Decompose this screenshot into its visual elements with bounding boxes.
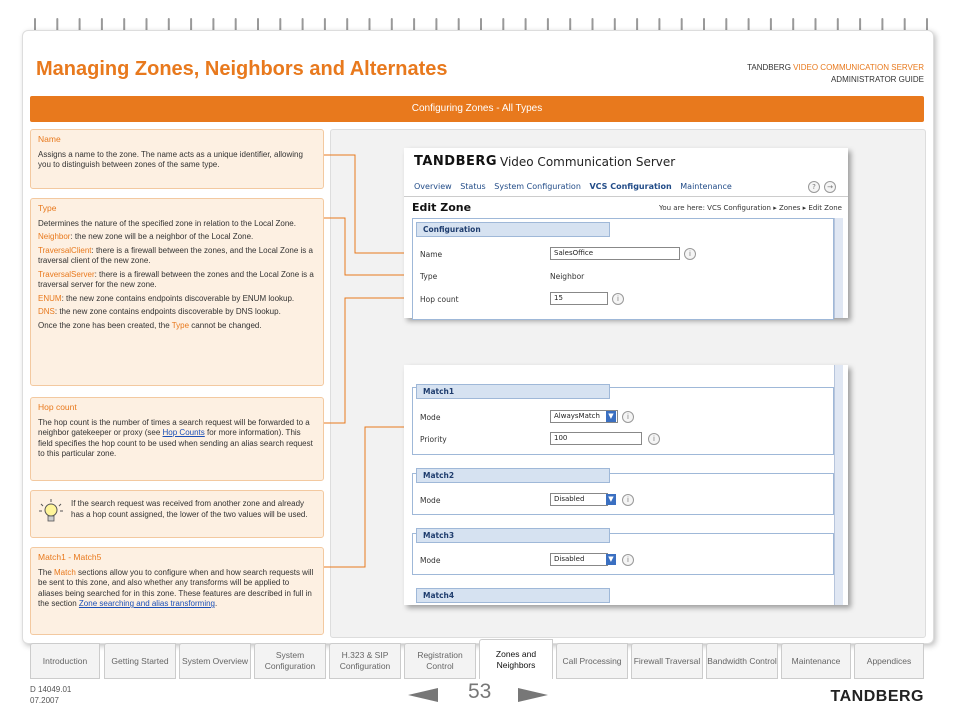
name-heading: Name: [38, 134, 61, 144]
nav-overview[interactable]: Overview: [414, 182, 452, 191]
chapter-tabs: [30, 643, 924, 681]
tab-getting-started[interactable]: Getting Started: [104, 643, 176, 679]
vcs-nav: [414, 182, 738, 191]
match2-mode-select[interactable]: Disabled: [550, 493, 608, 506]
edit-zone-title: Edit Zone: [412, 201, 472, 214]
nav-status[interactable]: Status: [460, 182, 486, 191]
match1-mode-label: Mode: [420, 413, 441, 422]
nav-system-configuration[interactable]: System Configuration: [494, 182, 581, 191]
doc-id: D 14049.01: [30, 685, 72, 694]
configuration-section-header: Configuration: [416, 222, 610, 237]
match1-priority-info-icon[interactable]: i: [648, 433, 660, 445]
vcs-breadcrumb: You are here: VCS Configuration ▸ Zones ▸ Edit Zone: [658, 204, 842, 212]
hop-info-icon[interactable]: i: [612, 293, 624, 305]
match1-mode-select[interactable]: AlwaysMatch: [550, 410, 618, 423]
type-item-enum: ENUM: the new zone contains endpoints discoverable by ENUM lookup.: [38, 293, 295, 303]
match1-priority-input[interactable]: 100: [550, 432, 642, 445]
match3-mode-info-icon[interactable]: i: [622, 554, 634, 566]
hop-count-label: Hop count: [420, 295, 459, 304]
type-intro: Determines the nature of the specified zone in relation to the Local Zone.: [38, 218, 296, 228]
nav-maintenance[interactable]: Maintenance: [680, 182, 732, 191]
match-text: The Match sections allow you to configure when and how search requests will be sent to this zone, and also whether any transforms will be applied to aliases being searched for in this zone. These features are described in full in the section Zone searching and alias transforming.: [38, 567, 314, 608]
type-item-traversal-server: TraversalServer: there is a firewall between the zones and the Local Zone is a traversal server for the new zone.: [38, 269, 314, 289]
match2-header: Match2: [416, 468, 610, 483]
brand-prefix: TANDBERG: [747, 63, 791, 72]
match1-priority-label: Priority: [420, 435, 447, 444]
match-heading: Match1 - Match5: [38, 552, 102, 562]
chevron-down-icon[interactable]: ▼: [606, 554, 616, 565]
type-heading: Type: [38, 203, 57, 213]
help-icon[interactable]: ?: [808, 181, 820, 193]
type-item-dns: DNS: the new zone contains endpoints discoverable by DNS lookup.: [38, 307, 281, 316]
match2-mode-label: Mode: [420, 496, 441, 505]
footer-doc-info: [30, 684, 71, 706]
type-item-traversal-client: TraversalClient: there is a firewall between the zones, and the Local Zone is a traversal client of the new zone.: [38, 245, 313, 265]
hop-count-input[interactable]: 15: [550, 292, 608, 305]
tab-bandwidth-control[interactable]: Bandwidth Control: [706, 643, 778, 679]
tab-system-overview[interactable]: System Overview: [179, 643, 251, 679]
page-title: Managing Zones, Neighbors and Alternates: [36, 58, 448, 80]
type-value: Neighbor: [550, 272, 585, 281]
type-label: Type: [420, 272, 438, 281]
logout-icon[interactable]: →: [824, 181, 836, 193]
vcs-logo: TANDBERG: [414, 154, 498, 169]
tab-system-configuration[interactable]: System Configuration: [254, 643, 326, 679]
tab-appendices[interactable]: Appendices: [854, 643, 924, 679]
name-info-icon[interactable]: i: [684, 248, 696, 260]
brand-doc: ADMINISTRATOR GUIDE: [830, 75, 924, 84]
chevron-down-icon[interactable]: ▼: [606, 411, 616, 422]
tab-zones-and-neighbors[interactable]: Zones and Neighbors: [479, 639, 553, 679]
match3-header: Match3: [416, 528, 610, 543]
prev-page-arrow-icon[interactable]: [408, 688, 438, 702]
scrollbar[interactable]: [834, 218, 843, 318]
zone-searching-link[interactable]: Zone searching and alias transforming: [78, 599, 215, 608]
name-input[interactable]: SalesOffice: [550, 247, 680, 260]
tab-call-processing[interactable]: Call Processing: [556, 643, 628, 679]
match1-header: Match1: [416, 384, 610, 399]
next-page-arrow-icon[interactable]: [518, 688, 548, 702]
doc-date: 07.2007: [30, 696, 59, 705]
nav-divider: [404, 196, 848, 197]
name-label: Name: [420, 250, 443, 259]
tab-registration-control[interactable]: Registration Control: [404, 643, 476, 679]
page-number: 53: [468, 680, 492, 703]
brand-product: VIDEO COMMUNICATION SERVER: [793, 63, 924, 72]
type-item-neighbor: Neighbor: the new zone will be a neighbor of the Local Zone.: [38, 232, 254, 241]
type-outro: Once the zone has been created, the Type cannot be changed.: [38, 320, 262, 330]
footer-logo: TANDBERG: [830, 688, 924, 705]
nav-vcs-configuration[interactable]: VCS Configuration: [589, 182, 672, 191]
hop-heading: Hop count: [38, 402, 77, 412]
hop-counts-link[interactable]: Hop Counts: [162, 428, 205, 437]
vcs-product-name: Video Communication Server: [500, 155, 676, 169]
tip-text: If the search request was received from another zone and already has a hop count assigned, the lower of the two values will be used.: [71, 499, 308, 519]
hop-text: The hop count is the number of times a search request will be forwarded to a neighbor gatekeeper or proxy (see Hop Counts for more information). This field specifies the hop count to be used when sending an alias search request to this particular zone.: [38, 417, 313, 458]
name-text: Assigns a name to the zone. The name acts as a unique identifier, allowing you to distinguish between zones of the same type.: [38, 149, 303, 169]
match1-mode-info-icon[interactable]: i: [622, 411, 634, 423]
screenshot-edit-zone-match: [404, 365, 848, 605]
screenshot-edit-zone-top: [404, 148, 848, 318]
match3-mode-label: Mode: [420, 556, 441, 565]
chevron-down-icon[interactable]: ▼: [606, 494, 616, 505]
match2-mode-info-icon[interactable]: i: [622, 494, 634, 506]
scrollbar-2[interactable]: [834, 365, 843, 605]
section-bar: Configuring Zones - All Types: [30, 96, 924, 122]
match3-mode-select[interactable]: Disabled: [550, 553, 608, 566]
tab-h323-sip-configuration[interactable]: H.323 & SIP Configuration: [329, 643, 401, 679]
tab-maintenance[interactable]: Maintenance: [781, 643, 851, 679]
tab-introduction[interactable]: Introduction: [30, 643, 100, 679]
tab-firewall-traversal[interactable]: Firewall Traversal: [631, 643, 703, 679]
match4-header: Match4: [416, 588, 610, 603]
